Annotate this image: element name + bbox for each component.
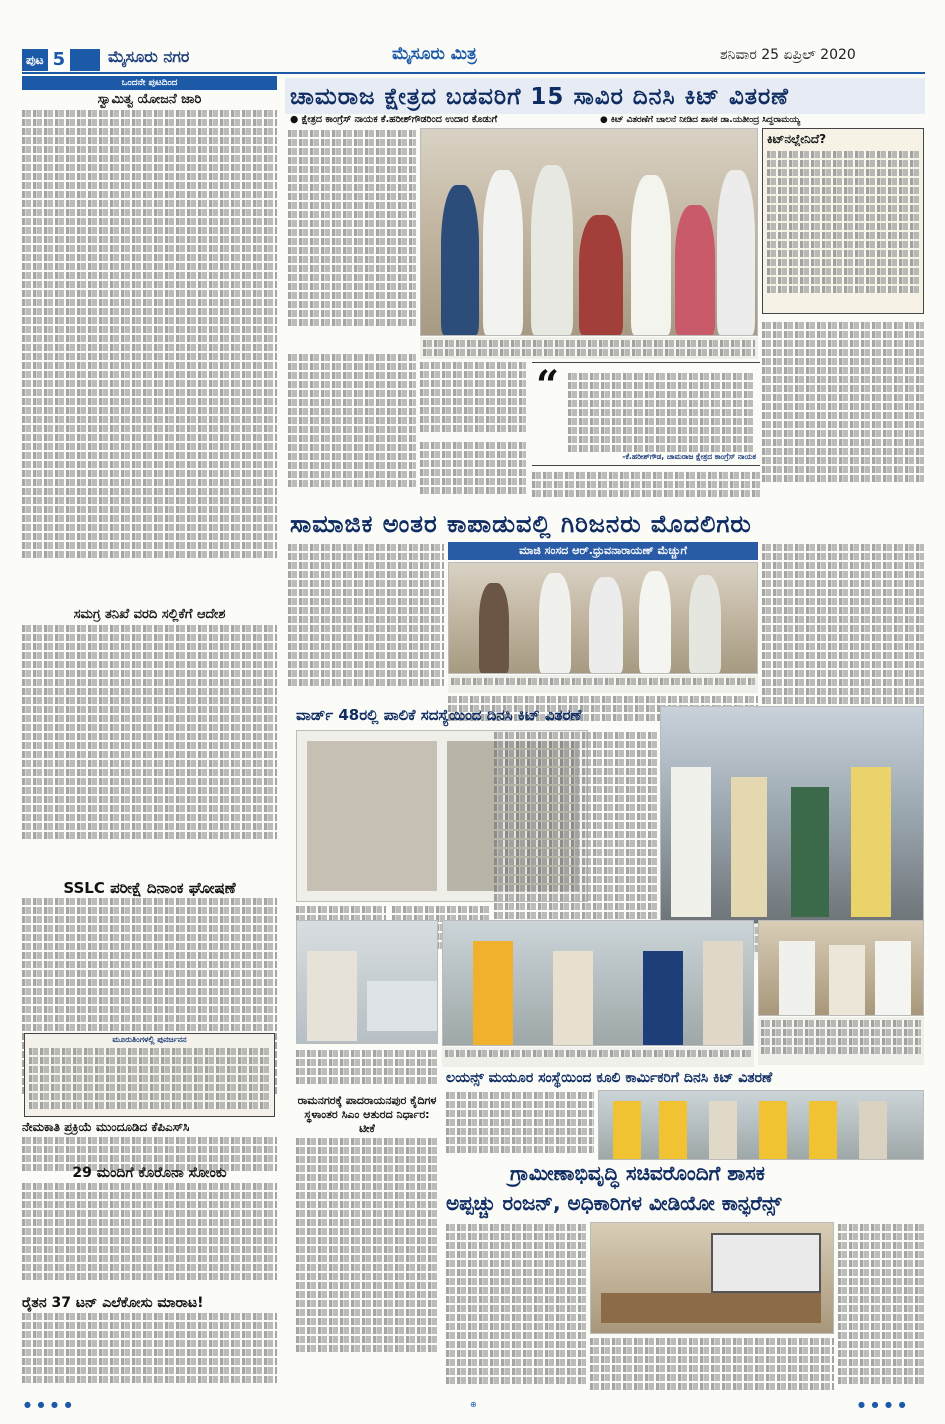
donation-photo xyxy=(758,920,924,1016)
rdpr-body-col2 xyxy=(590,1336,834,1396)
lead-body-col3 xyxy=(532,470,760,504)
quote-attribution: -ಕೆ.ಹರೀಶ್‌ಗೌಡ, ಚಾಮರಾಜ ಕ್ಷೇತ್ರದ ಕಾಂಗ್ರೆಸ್ ನಾಯಕ xyxy=(622,452,756,461)
tribal-banner: ಮಾಜಿ ಸಂಸದ ಆರ್.ಧ್ರುವನಾರಾಯಣ್ ಮೆಚ್ಚುಗೆ xyxy=(448,542,758,560)
story-title-kpsc: ನೇಮಕಾತಿ ಪ್ರಕ್ರಿಯೆ ಮುಂದೂಡಿದ ಕೆಪಿಎಸ್‌ಸಿ xyxy=(22,1120,190,1134)
story-body-swamitva xyxy=(22,110,277,558)
hospital-caption xyxy=(296,1048,438,1090)
lions-kit-photo xyxy=(442,920,754,1046)
continued-banner: ಒಂದನೇ ಪುಟದಿಂದ xyxy=(22,76,277,90)
lead-body-col1 xyxy=(288,128,416,348)
lions-headline: ಲಯನ್ಸ್ ಮಯೂರ ಸಂಸ್ಥೆಯಿಂದ ಕೂಲಿ ಕಾರ್ಮಿಕರಿಗೆ ದಿನಸಿ ಕಿಟ್ ವಿತರಣೆ xyxy=(446,1070,773,1086)
page-label: ಪುಟ xyxy=(26,52,44,67)
lions-kit-caption xyxy=(442,1047,754,1067)
masthead-rule xyxy=(22,72,925,74)
quote-icon: “ xyxy=(536,362,560,409)
rdpr-headline-2: ಅಪ್ಪಚ್ಚು ರಂಜನ್, ಅಧಿಕಾರಿಗಳ ವೀಡಿಯೋ ಕಾನ್ಫರೆನ್ಸ್ xyxy=(446,1191,782,1215)
left-column-top xyxy=(22,92,277,604)
lead-body-col2 xyxy=(420,360,526,440)
prisoner-story xyxy=(296,1094,438,1394)
story-title-swamitva: ಸ್ವಾಮಿತ್ವ ಯೋಜನೆ ಜಾರಿ xyxy=(97,92,202,107)
left-column-probe xyxy=(22,607,277,869)
left-column-corona xyxy=(22,1165,277,1295)
street-kit-photo xyxy=(660,706,924,924)
lead-body-col1b xyxy=(288,352,416,502)
lead-photo-caption xyxy=(420,337,758,359)
box-title: ಮೂರುತಿಂಗಳಲ್ಲಿ ಪುನರ್ಜನನ xyxy=(112,1035,187,1044)
sidebar-title: ಕಿಟ್‌ನಲ್ಲೇನಿದೆ? xyxy=(767,132,827,146)
rdpr-headline-1: ಗ್ರಾಮೀಣಾಭಿವೃದ್ಧಿ ಸಚಿವರೊಂದಿಗೆ ಶಾಸಕ xyxy=(510,1161,765,1185)
rdpr-body-col3 xyxy=(838,1222,924,1396)
lead-body-col2b xyxy=(420,440,526,502)
page-number-badge xyxy=(22,49,100,71)
story-title-sslc: SSLC ಪರೀಕ್ಷೆ ದಿನಾಂಕ ಘೋಷಣೆ xyxy=(63,880,236,897)
tribal-body-col3 xyxy=(762,542,924,732)
registration-marks-center: ⊕ xyxy=(470,1400,479,1409)
registration-marks-left: ● ● ● ● xyxy=(24,1400,74,1409)
story-title-cabbage: ರೈತನ 37 ಟನ್ ಎಲೆಕೋಸು ಮಾರಾಟ! xyxy=(22,1296,204,1311)
story-title-corona: 29 ಮಂದಿಗೆ ಕೊರೊನಾ ಸೋಂಕು xyxy=(72,1165,227,1181)
lead-headline: ಚಾಮರಾಜ ಕ್ಷೇತ್ರದ ಬಡವರಿಗೆ 15 ಸಾವಿರ ದಿನಸಿ ಕಿಟ್ ವಿತರಣೆ xyxy=(290,84,789,110)
lead-kicker-1: ● ಕ್ಷೇತ್ರದ ಕಾಂಗ್ರೆಸ್ ನಾಯಕ ಕೆ.ಹರೀಶ್‌ಗೌಡರಿಂದ ಉದಾರ ಕೊಡುಗೆ xyxy=(290,114,498,125)
hospital-photo xyxy=(296,920,438,1044)
lions-body xyxy=(446,1090,594,1160)
rdpr-body-col1 xyxy=(446,1222,586,1396)
left-column-cabbage xyxy=(22,1296,277,1396)
tribal-photo xyxy=(448,562,758,674)
newspaper-name: ಮೈಸೂರು ಮಿತ್ರ xyxy=(392,44,477,64)
kit-contents-sidebar xyxy=(762,128,924,314)
donation-caption xyxy=(758,1017,924,1065)
tribal-body-col1 xyxy=(288,542,444,702)
ward-headline: ವಾರ್ಡ್ 48ರಲ್ಲಿ ಪಾಲಿಕೆ ಸದಸ್ಯೆಯಿಂದ ದಿನಸಿ ಕಿಟ್ ವಿತರಣೆ xyxy=(296,706,582,724)
video-conference-photo xyxy=(590,1222,834,1334)
issue-date: ಶನಿವಾರ 25 ಏಪ್ರಿಲ್ 2020 xyxy=(720,47,856,63)
story-title-probe: ಸಮಗ್ರ ತನಿಖೆ ವರದಿ ಸಲ್ಲಿಕೆಗೆ ಆದೇಶ xyxy=(73,607,226,622)
lions-group-photo xyxy=(598,1090,924,1160)
registration-marks-right: ● ● ● ● xyxy=(858,1400,908,1409)
section-title: ಮೈಸೂರು ನಗರ xyxy=(108,47,190,66)
tribal-headline: ಸಾಮಾಜಿಕ ಅಂತರ ಕಾಪಾಡುವಲ್ಲಿ ಗಿರಿಜನರು ಮೊದಲಿಗರು xyxy=(290,510,752,538)
rebirth-box xyxy=(24,1033,275,1117)
lead-photo xyxy=(420,128,758,336)
lead-kicker-2: ● ಕಿಟ್ ವಿತರಣೆಗೆ ಚಾಲನೆ ನೀಡಿದ ಶಾಸಕ ಡಾ.ಯತೀಂದ್ರ ಸಿದ್ದರಾಮಯ್ಯ xyxy=(600,115,801,125)
lead-body-col4 xyxy=(762,320,924,504)
tribal-photo-caption xyxy=(448,675,758,693)
lead-quote-box xyxy=(532,362,760,466)
page-number: 5 xyxy=(48,49,71,71)
prisoner-headline: ರಾಮನಗರಕ್ಕೆ ಪಾದರಾಯನಪುರ ಕೈದಿಗಳ ಸ್ಥಳಾಂತರ ಸಿಎಂ ಆತುರದ ನಿರ್ಧಾರ: ಟೀಕೆ xyxy=(297,1094,437,1135)
